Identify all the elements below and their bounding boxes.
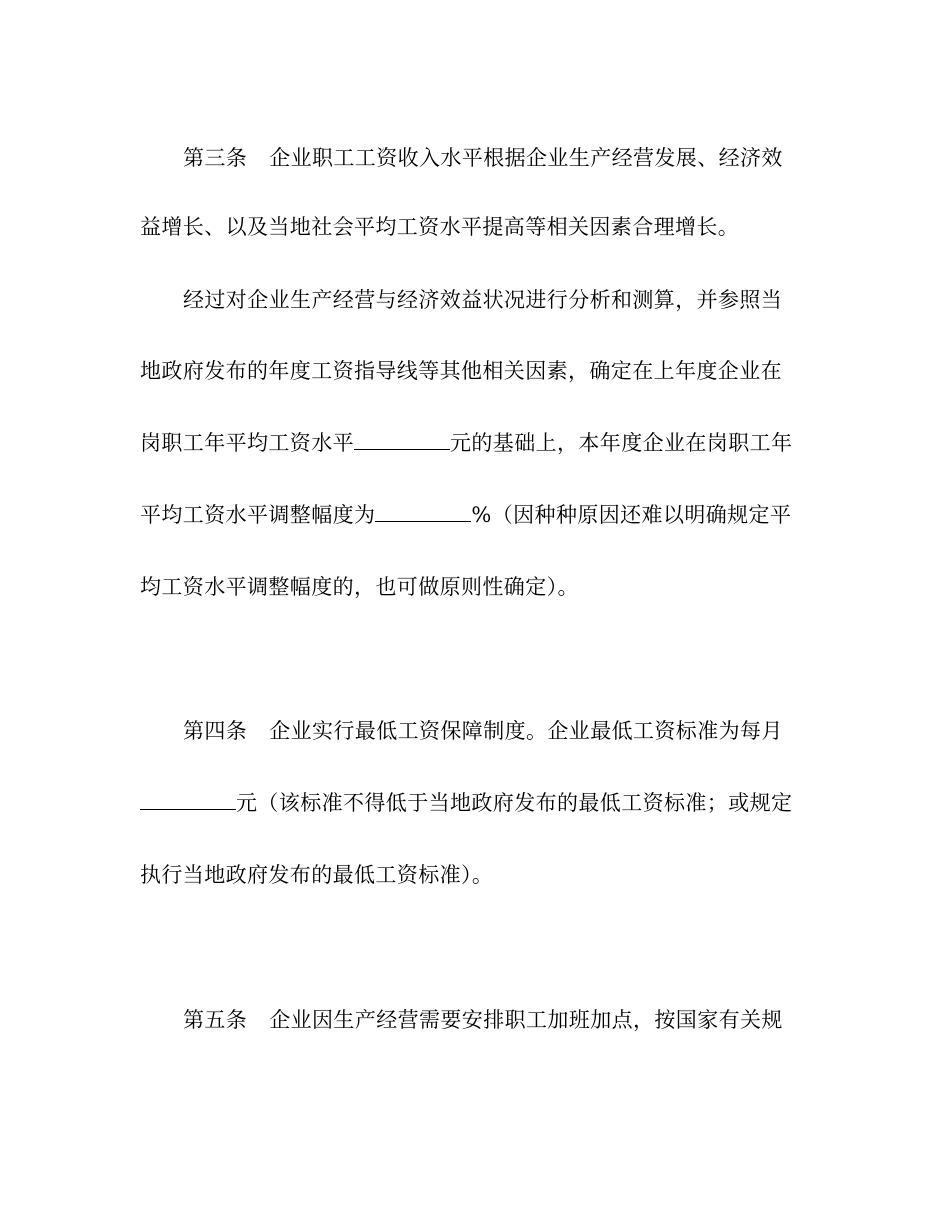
fill-blank-minimum-wage bbox=[140, 789, 236, 810]
article-3-para-2-line-4: 平均工资水平调整幅度为 %（因种种原因还难以明确规定平 bbox=[140, 503, 792, 527]
article-4-line-3: 执行当地政府发布的最低工资标准）。 bbox=[140, 863, 494, 887]
article-5-heading: 第五条 bbox=[183, 1008, 248, 1032]
article-3-para-2-line-3: 岗职工年平均工资水平 元的基础上，本年度企业在岗职工年 bbox=[140, 431, 793, 455]
article-4-line-2: 元（该标准不得低于当地政府发布的最低工资标准；或规定 bbox=[140, 788, 792, 818]
article-3-para-2-line-1: 经过对企业生产经营与经济效益状况进行分析和测算，并参照当 bbox=[183, 288, 783, 312]
article-3-heading: 第三条 bbox=[183, 146, 248, 170]
article-3-line-1: 第三条 企业职工工资收入水平根据企业生产经营发展、经济效 bbox=[183, 146, 783, 170]
article-3-para-2-line-2: 地政府发布的年度工资指导线等其他相关因素，确定在上年度企业在 bbox=[140, 359, 782, 383]
article-5-line-1: 第五条 企业因生产经营需要安排职工加班加点，按国家有关规 bbox=[183, 1008, 783, 1032]
fill-blank-average-wage bbox=[354, 429, 450, 450]
article-3-para-2-line-5: 均工资水平调整幅度的，也可做原则性确定）。 bbox=[140, 575, 579, 599]
fill-blank-adjustment-rate bbox=[375, 501, 471, 522]
article-3-line-2: 益增长、以及当地社会平均工资水平提高等相关因素合理增长。 bbox=[140, 215, 740, 239]
article-4-line-1: 第四条 企业实行最低工资保障制度。企业最低工资标准为每月 bbox=[183, 719, 783, 743]
article-4-heading: 第四条 bbox=[183, 719, 248, 743]
